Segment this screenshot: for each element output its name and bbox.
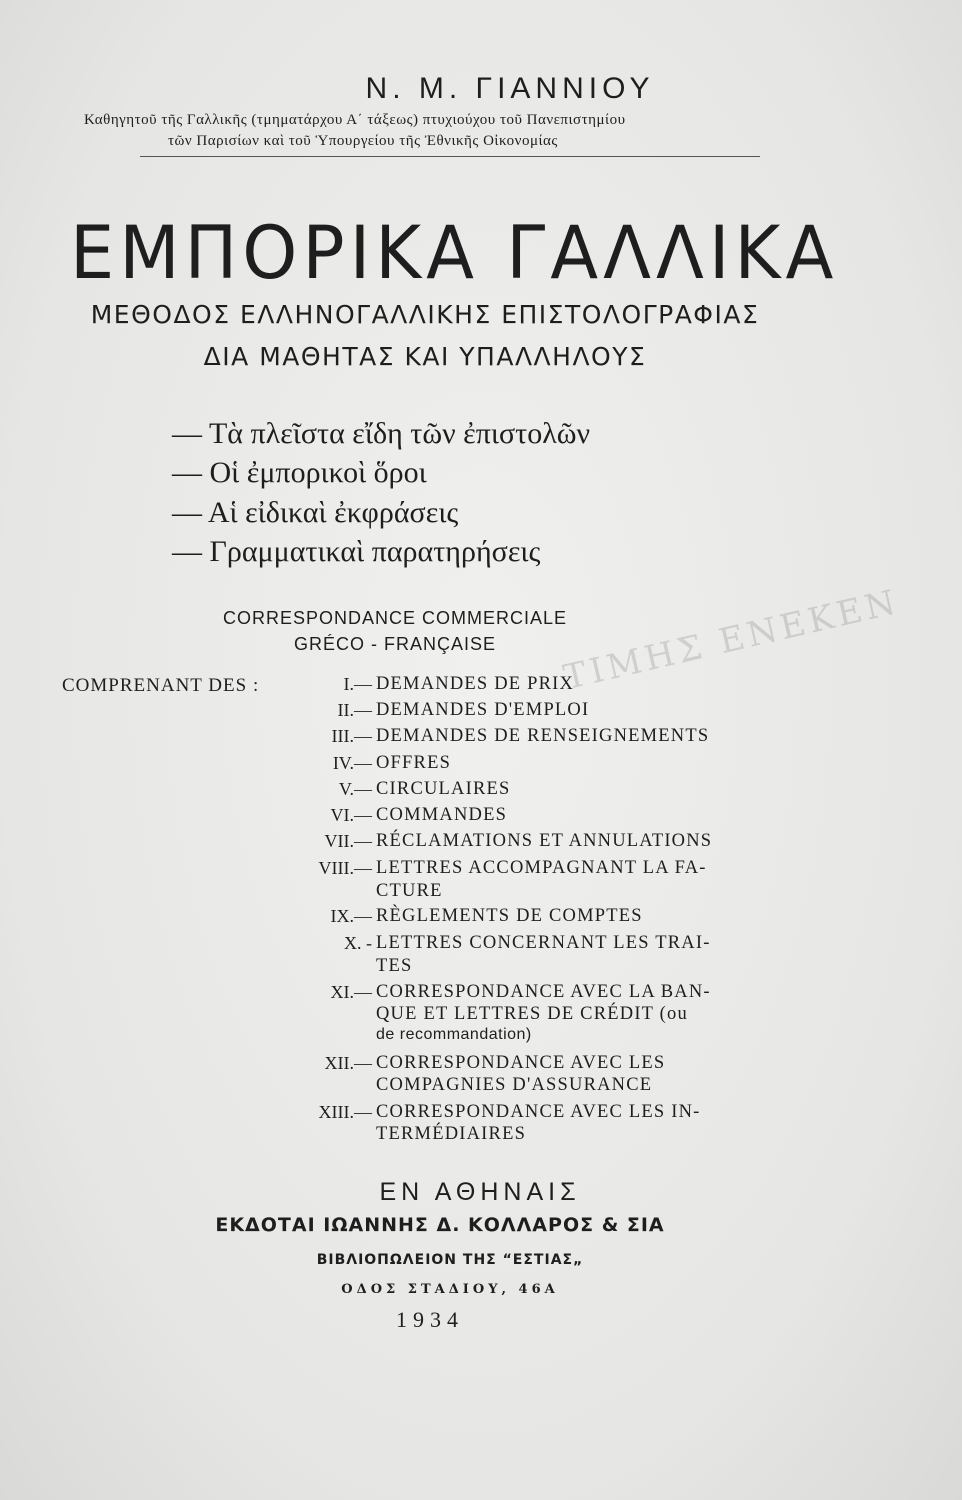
contents-item-number: X. - <box>344 933 372 953</box>
contents-item-number: VIII.— <box>318 858 372 878</box>
contents-item-number: XI.— <box>330 982 372 1002</box>
contents-item-number: V.— <box>338 779 372 799</box>
author-affiliation-line-2: τῶν Παρισίων καὶ τοῦ Ὑπουργείου τῆς Ἐθνικῆς Οἰκονομίας <box>168 133 558 149</box>
book-title: ΕΜΠΟΡΙΚΑ ΓΑΛΛΙΚΑ <box>70 209 839 297</box>
contents-item-text-continued: de recommandation) <box>376 1026 532 1043</box>
contents-item-number: XII.— <box>324 1053 372 1073</box>
contents-item-text: DEMANDES D'EMPLOI <box>376 700 590 720</box>
contents-item-text-continued: QUE ET LETTRES DE CRÉDIT (ou <box>376 1004 688 1024</box>
contents-item-number: III.— <box>331 726 372 746</box>
header-divider <box>140 156 760 157</box>
contents-item-number: IV.— <box>332 753 372 773</box>
contents-item-text: CORRESPONDANCE AVEC LES <box>376 1053 666 1073</box>
contents-item-text: LETTRES ACCOMPAGNANT LA FA- <box>376 858 707 878</box>
feature-item: — Γραμματικαὶ παρατηρήσεις <box>172 535 541 568</box>
book-subtitle-1: ΜΕΘΟΔΟΣ ΕΛΛΗΝΟΓΑΛΛΙΚΗΣ ΕΠΙΣΤΟΛΟΓΡΑΦΙΑΣ <box>90 300 760 329</box>
publication-year: 1934 <box>396 1307 464 1332</box>
contents-item-text: DEMANDES DE PRIX <box>376 674 575 694</box>
contents-item-text: CIRCULAIRES <box>376 779 511 799</box>
book-subtitle-2: ΔΙΑ ΜΑΘΗΤΑΣ ΚΑΙ ΥΠΑΛΛΗΛΟΥΣ <box>203 342 647 371</box>
publication-place: ΕΝ ΑΘΗΝΑΙΣ <box>379 1178 581 1206</box>
contents-item-number: IX.— <box>330 906 372 926</box>
contents-item-text: OFFRES <box>376 753 452 773</box>
contents-item-text: DEMANDES DE RENSEIGNEMENTS <box>376 726 710 746</box>
contents-item-text: RÈGLEMENTS DE COMPTES <box>376 906 643 926</box>
feature-item: — Τὰ πλεῖστα εἴδη τῶν ἐπιστολῶν <box>172 417 591 450</box>
contents-item-number: VI.— <box>330 805 372 825</box>
feature-item: — Αἱ εἰδικαὶ ἐκφράσεις <box>172 496 459 529</box>
contents-item-text-continued: CTURE <box>376 881 443 901</box>
contents-item-text: CORRESPONDANCE AVEC LA BAN- <box>376 982 711 1002</box>
contents-item-text: COMMANDES <box>376 805 508 825</box>
contents-item-text-continued: TES <box>376 956 413 976</box>
feature-item: — Οἱ ἐμπορικοὶ ὅροι <box>172 456 427 489</box>
author-name: Ν. Μ. ΓΙΑΝΝΙΟΥ <box>365 72 655 105</box>
correspondance-heading-2: GRÉCO - FRANÇAISE <box>293 634 497 654</box>
faded-stamp: ΤΙΜΗΣ ΕΝΕΚΕΝ <box>559 581 903 699</box>
contents-item-text: LETTRES CONCERNANT LES TRAI- <box>376 933 711 953</box>
contents-item-text: RÉCLAMATIONS ET ANNULATIONS <box>376 831 713 851</box>
contents-item-text: CORRESPONDANCE AVEC LES IN- <box>376 1102 701 1122</box>
contents-item-number: VII.— <box>324 831 372 851</box>
contents-item-text-continued: TERMÉDIAIRES <box>376 1124 527 1144</box>
bookshop: ΒΙΒΛΙΟΠΩΛΕΙΟΝ ΤΗΣ “ΕΣΤΙΑΣ„ <box>316 1252 584 1268</box>
contents-item-text-continued: COMPAGNIES D'ASSURANCE <box>376 1075 653 1095</box>
contents-item-number: II.— <box>337 700 372 720</box>
correspondance-heading-1: CORRESPONDANCE COMMERCIALE <box>222 608 568 628</box>
street-address: ΟΔΟΣ ΣΤΑΔΙΟΥ, 46Α <box>341 1282 559 1297</box>
publisher: ΕΚΔΟΤΑΙ ΙΩΑΝΝΗΣ Δ. ΚΟΛΛΑΡΟΣ & ΣΙΑ <box>215 1214 665 1236</box>
author-affiliation-line-1: Καθηγητοῦ τῆς Γαλλικῆς (τμηματάρχου Α΄ τάξεως) πτυχιούχου τοῦ Πανεπιστημίου <box>84 112 626 128</box>
contents-item-number: I.— <box>343 674 372 694</box>
contents-item-number: XIII.— <box>318 1102 372 1122</box>
contents-intro: COMPRENANT DES : <box>62 675 260 696</box>
